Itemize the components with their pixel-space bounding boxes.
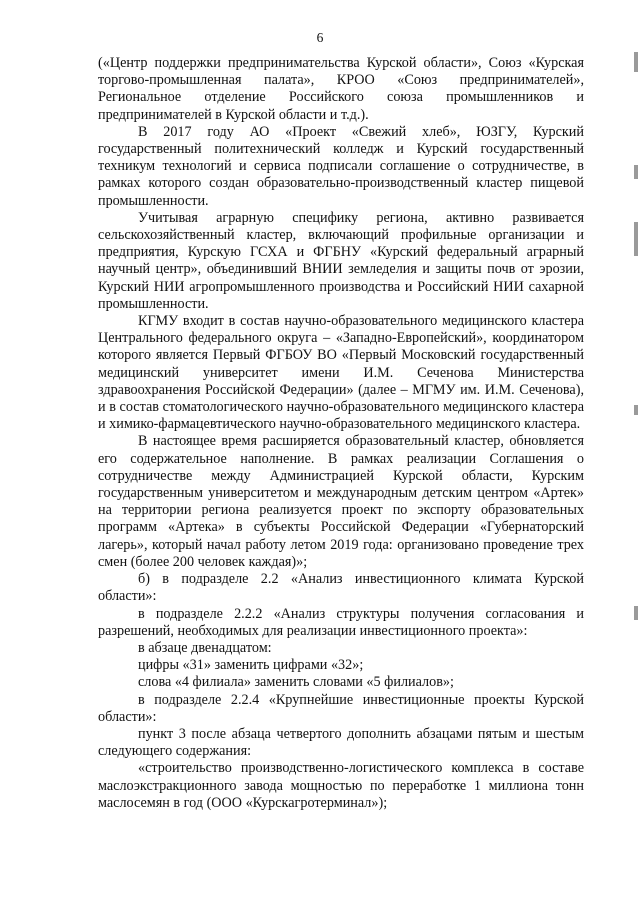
paragraph-construction-project: «строительство производственно-логистического комплекса в составе маслоэкстракционного завода мощностью по переработке 1 миллиона тонн маслосемян в год (ООО «Курскагротерминал»); (98, 760, 584, 811)
paragraph-subsection-2-2-2: в подразделе 2.2.2 «Анализ структуры получения согласования и разрешений, необходимых для реализации инвестиционного проекта»: (98, 605, 584, 639)
paragraph-item-3: пункт 3 после абзаца четвертого дополнить абзацами пятым и шестым следующего содержания: (98, 725, 584, 760)
paragraph-continuation: («Центр поддержки предпринимательства Курской области», Союз «Курская торгово-промышленная палата», КРОО «Союз предпринимателей», Региональное отделение Российского союза промышленников и предпринимателей в Курской области и т.д.). (98, 55, 584, 123)
document-body (98, 55, 584, 812)
paragraph-replace-words: слова «4 филиала» заменить словами «5 филиалов»; (138, 674, 454, 691)
paragraph-replace-numbers: цифры «31» заменить цифрами «32»; (138, 657, 364, 674)
page-number: 6 (316, 30, 324, 45)
scan-margin-mark (634, 405, 638, 415)
paragraph-subsection-2-2-4: в подразделе 2.2.4 «Крупнейшие инвестиционные проекты Курской области»: (98, 691, 584, 725)
scan-margin-mark (634, 52, 638, 72)
scan-margin-mark (634, 222, 638, 256)
paragraph-twelfth-clause: в абзаце двенадцатом: (138, 639, 272, 656)
paragraph-food-cluster: В 2017 году АО «Проект «Свежий хлеб», ЮЗГУ, Курский государственный политехнический колледж и Курский государственный техникум технологий и сервиса подписали соглашение о сотрудничестве, в рамках которого создан образовательно-производственный кластер пищевой промышленности. (98, 123, 584, 209)
scan-margin-mark (634, 606, 638, 620)
paragraph-education-cluster: В настоящее время расширяется образовательный кластер, обновляется его содержательное наполнение. В рамках реализации Соглашения о сотрудничестве между Администрацией Курской области, Курским государственным университетом и международным детским центром «Артек» на территории региона реализуется проект по экспорту образовательных программ «Артека» в субъекты Российской Федерации «Губернаторский лагерь», который начал работу летом 2019 года: организовано проведение трех смен (более 200 человек каждая)»; (98, 433, 584, 570)
scan-margin-mark (634, 165, 638, 179)
paragraph-subsection-2-2: б) в подразделе 2.2 «Анализ инвестиционного климата Курской области»: (98, 571, 584, 605)
paragraph-agro-cluster: Учитывая аграрную специфику региона, активно развивается сельскохозяйственный кластер, включающий профильные организации и предприятия, Курскую ГСХА и ФГБНУ «Курский федеральный аграрный научный центр», объединивший ВНИИ земледелия и защиты почв от эрозии, Курский НИИ агропромышленного производства и Российский НИИ сахарной промышленности. (98, 209, 584, 312)
paragraph-medical-cluster: КГМУ входит в состав научно-образовательного медицинского кластера Центрального федерального округа – «Западно-Европейский», координатором которого является Первый ФГБОУ ВО «Первый Московский государственный медицинский университет имени И.М. Сеченова Министерства здравоохранения Российской Федерации» (далее – МГМУ им. И.М. Сеченова), и в состав стоматологического научно-образовательного медицинского кластера и химико-фармацевтического научно-образовательного медицинского кластера. (98, 313, 584, 433)
